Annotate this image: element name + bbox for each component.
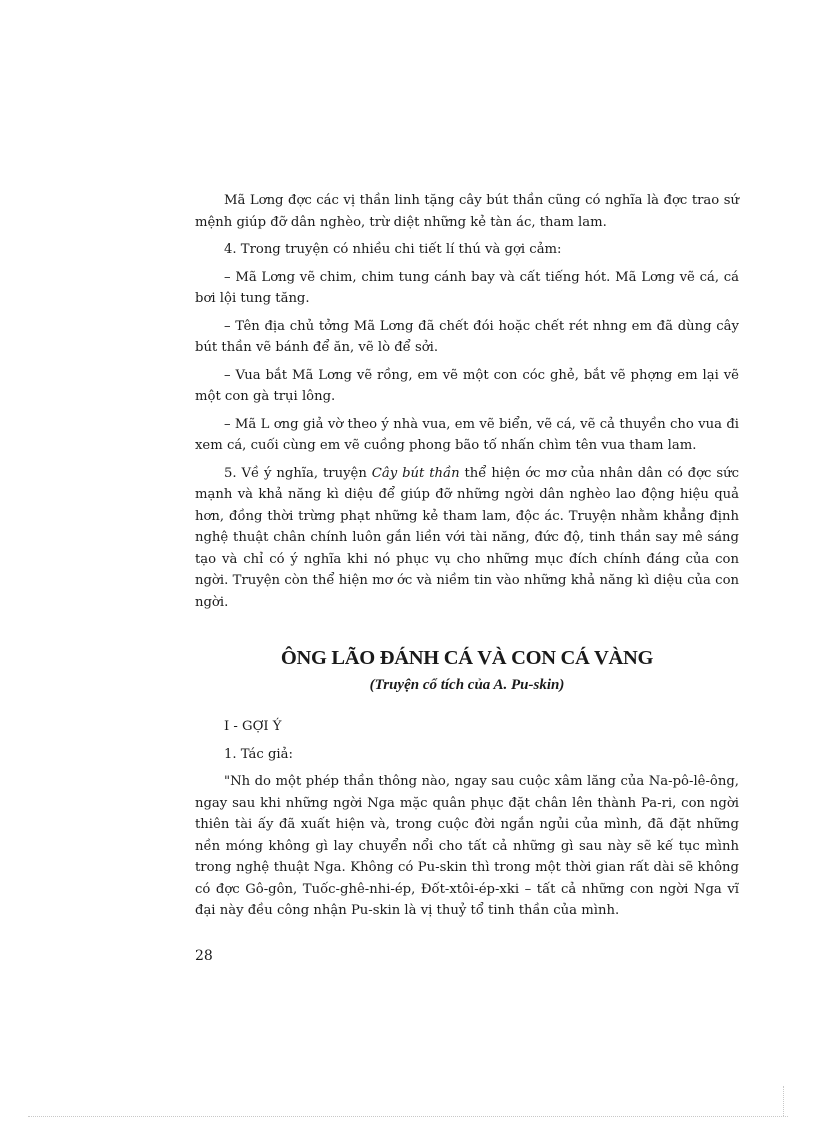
paragraph-king-sea: – Mã L ơng giả vờ theo ý nhà vua, em vẽ biển, vẽ cá, vẽ cả thuyền cho vua đi xem cá, cuối cùng em vẽ cuồng phong bão tố nhấn chìm tên vua tham lam. bbox=[195, 416, 739, 453]
heading-suggestions: I - GỢI Ý bbox=[224, 719, 282, 734]
page-side-border bbox=[783, 1086, 784, 1116]
paragraph-bird-fish: – Mã Lơng vẽ chim, chim tung cánh bay và cất tiếng hót. Mã Lơng vẽ cá, cá bơi lội tung tăng. bbox=[195, 269, 739, 306]
heading-author: 1. Tác giả: bbox=[224, 746, 293, 762]
section-title: ÔNG LÃO ĐÁNH CÁ VÀ CON CÁ VÀNG bbox=[280, 647, 654, 669]
paragraph-landlord: – Tên địa chủ tởng Mã Lơng đã chết đói hoặc chết rét nhng em đã dùng cây bút thần vẽ bánh để ăn, vẽ lò để sởi. bbox=[195, 318, 739, 355]
paragraph-meaning bbox=[195, 463, 739, 614]
page-bottom-border bbox=[28, 1116, 788, 1117]
meaning-text-before: 5. Về ý nghĩa, truyện bbox=[224, 465, 372, 481]
paragraph-ma-luong-mission: Mã Lơng đợc các vị thần linh tặng cây bút thần cũng có nghĩa là đợc trao sứ mệnh giúp đỡ dân nghèo, trừ diệt những kẻ tàn ác, tham lam. bbox=[195, 193, 739, 230]
meaning-text-after: thể hiện ớc mơ của nhân dân có đợc sức mạnh và khả năng kì diệu để giúp đỡ những ngời dân nghèo lao động hiệu quả hơn, đồng thời trừng phạt những kẻ tham lam, độc ác. Truyện nhằm khẳng định nghệ thuật chân chính luôn gắn liền với tài năng, đức độ, tinh thần say mê sáng tạo và chỉ có ý nghĩa khi nó phục vụ cho những mục đích chính đáng của con ngời. Truyện còn thể hiện mơ ớc và niềm tin vào những khả năng kì diệu của con ngời. bbox=[195, 465, 739, 610]
page-content bbox=[195, 190, 739, 928]
story-title-italic: Cây bút thần bbox=[371, 465, 460, 481]
paragraph-king-dragon: – Vua bắt Mã Lơng vẽ rồng, em vẽ một con cóc ghẻ, bắt vẽ phợng em lại vẽ một con gà trụi lông. bbox=[195, 367, 739, 404]
page-number: 28 bbox=[195, 948, 213, 964]
paragraph-pushkin-quote: "Nh do một phép thần thông nào, ngay sau cuộc xâm lăng của Na-pô-lê-ông, ngay sau khi những ngời Nga mặc quân phục đặt chân lên thành Pa-ri, con ngời thiên tài ấy đã xuất hiện và, trong cuộc đời ngắn ngủi của mình, đã đặt những nền móng không gì lay chuyển nổi cho tất cả những gì sau này sẽ kế tục mình trong nghệ thuật Nga. Không có Pu-skin thì trong một thời gian rất dài sẽ không có đợc Gô-gôn, Tuốc-ghê-nhi-ép, Đốt-xtôi-ép-xki – tất cả những con ngời Nga vĩ đại này đều công nhận Pu-skin là vị thuỷ tổ tinh thần của mình. bbox=[195, 774, 739, 918]
section-subtitle: (Truyện cổ tích của A. Pu-skin) bbox=[369, 677, 565, 693]
paragraph-details-heading: 4. Trong truyện có nhiều chi tiết lí thú và gợi cảm: bbox=[224, 242, 562, 257]
